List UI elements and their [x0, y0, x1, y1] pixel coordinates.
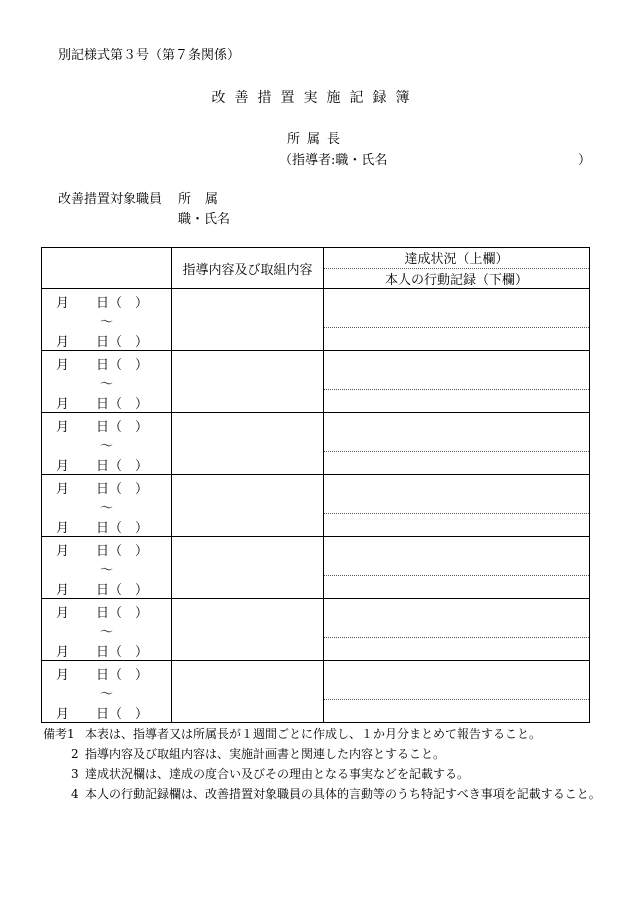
status-cell[interactable] [324, 661, 590, 723]
note-text: 本表は、指導者又は所属長が１週間ごとに作成し、１か月分まとめて報告すること。 [85, 727, 542, 741]
note-text: 指導内容及び取組内容は、実施計画書と関連した内容とすること。 [85, 747, 446, 761]
table-row [42, 537, 590, 599]
content-cell[interactable] [172, 661, 324, 723]
status-divider [324, 327, 589, 328]
content-cell[interactable] [172, 475, 324, 537]
start-date: 月 日（ ） [56, 668, 149, 683]
status-cell[interactable] [324, 351, 590, 413]
header-content-cell [172, 248, 324, 289]
end-date: 月 日（ ） [56, 521, 149, 536]
end-date: 月 日（ ） [56, 459, 149, 474]
status-cell[interactable] [324, 289, 590, 351]
start-date: 月 日（ ） [56, 420, 149, 435]
note-item [43, 744, 603, 764]
end-date: 月 日（ ） [56, 707, 149, 722]
date-cell[interactable] [42, 289, 172, 351]
date-cell[interactable] [42, 351, 172, 413]
status-divider [324, 699, 589, 700]
note-text: 達成状況欄は、達成の度合い及びその理由となる事実などを記載する。 [85, 767, 470, 781]
note-item [43, 764, 603, 784]
end-date: 月 日（ ） [56, 397, 149, 412]
note-number: 4 [71, 787, 79, 801]
status-cell[interactable] [324, 599, 590, 661]
range-tilde: ～ [100, 563, 114, 578]
start-date: 月 日（ ） [56, 358, 149, 373]
end-date: 月 日（ ） [56, 583, 149, 598]
guide-label: （指導者:職・氏名 [279, 153, 388, 168]
record-table [41, 247, 590, 723]
range-tilde: ～ [100, 315, 114, 330]
note-number: 2 [71, 747, 79, 761]
date-cell[interactable] [42, 661, 172, 723]
date-cell[interactable] [42, 537, 172, 599]
start-date: 月 日（ ） [56, 482, 149, 497]
status-divider [324, 575, 589, 576]
header-date-cell [42, 248, 172, 289]
table-header-row [42, 248, 590, 289]
table-row [42, 661, 590, 723]
department-label: 所属 [178, 192, 233, 207]
note-text: 本人の行動記録欄は、改善措置対象職員の具体的言動等のうち特記すべき事項を記載すること。 [85, 787, 601, 801]
table-row [42, 599, 590, 661]
staff-label: 改善措置対象職員 [58, 192, 163, 207]
table-row [42, 413, 590, 475]
document-title: 改善措置実施記録簿 [211, 90, 419, 106]
table-row [42, 351, 590, 413]
notes-lead: 備考 [43, 727, 68, 741]
range-tilde: ～ [100, 377, 114, 392]
note-number: 3 [71, 767, 79, 781]
position-name-label: 職・氏名 [178, 212, 231, 227]
table-row [42, 475, 590, 537]
status-cell[interactable] [324, 413, 590, 475]
date-cell[interactable] [42, 475, 172, 537]
guide-close-paren: ） [578, 153, 592, 168]
supervisor-label: 所属長 [287, 132, 348, 147]
note-item [43, 724, 603, 744]
start-date: 月 日（ ） [56, 296, 149, 311]
header-content-label: 指導内容及び取組内容 [182, 262, 313, 278]
status-cell[interactable] [324, 475, 590, 537]
form-number: 別記様式第３号（第７条関係） [58, 48, 241, 63]
status-divider [324, 513, 589, 514]
end-date: 月 日（ ） [56, 335, 149, 350]
date-cell[interactable] [42, 599, 172, 661]
status-divider [324, 451, 589, 452]
start-date: 月 日（ ） [56, 544, 149, 559]
content-cell[interactable] [172, 289, 324, 351]
status-cell[interactable] [324, 537, 590, 599]
header-status-upper: 達成状況（上欄） [324, 248, 589, 269]
content-cell[interactable] [172, 351, 324, 413]
status-divider [324, 389, 589, 390]
range-tilde: ～ [100, 501, 114, 516]
range-tilde: ～ [100, 687, 114, 702]
end-date: 月 日（ ） [56, 645, 149, 660]
start-date: 月 日（ ） [56, 606, 149, 621]
table-row [42, 289, 590, 351]
date-cell[interactable] [42, 413, 172, 475]
note-number: 1 [67, 727, 75, 741]
content-cell[interactable] [172, 413, 324, 475]
range-tilde: ～ [100, 439, 114, 454]
content-cell[interactable] [172, 599, 324, 661]
status-divider [324, 637, 589, 638]
header-status-cell [324, 248, 590, 289]
note-item [43, 784, 603, 804]
header-status-lower: 本人の行動記録（下欄） [384, 272, 528, 288]
notes-section [43, 724, 603, 804]
content-cell[interactable] [172, 537, 324, 599]
range-tilde: ～ [100, 625, 114, 640]
